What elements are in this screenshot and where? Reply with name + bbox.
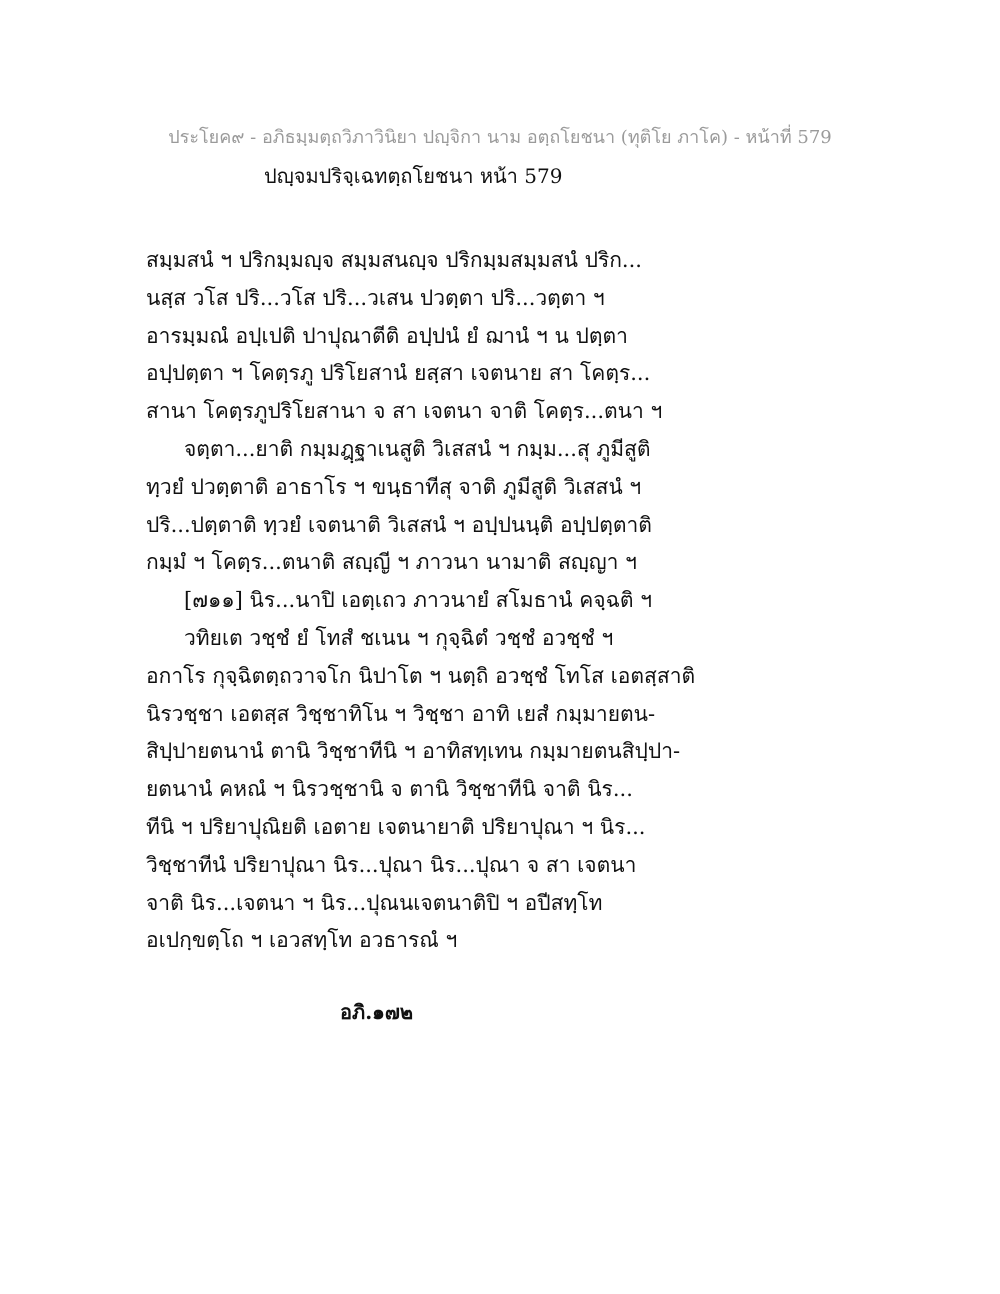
text-line: อเปกฺขตฺโถ ฯ เอวสทฺโท อวธารณํ ฯ	[146, 928, 458, 953]
text-line: สานา โคตฺรภูปริโยสานา จ สา เจตนา จาติ โคตฺร...ตนา ฯ	[146, 399, 663, 424]
text-line: นสฺส วโส ปริ...วโส ปริ...วเสน ปวตฺตา ปริ...วตฺตา ฯ	[146, 285, 605, 310]
text-line: อปฺปตฺตา ฯ โคตฺรภู ปริโยสานํ ยสฺสา เจตนาย สา โคตฺร...	[146, 361, 651, 386]
text-line: วทิยเต วชฺชํ ยํ โทสํ ชเนน ฯ กุจฺฉิตํ วชฺชํ อวชฺชํ ฯ	[184, 625, 614, 650]
text-line: อารมฺมณํ อปฺเปติ ปาปุณาตีติ อปฺปนํ ยํ ฌานํ ฯ น ปตฺตา	[146, 323, 628, 348]
text-line: สิปฺปายตนานํ ตานิ วิชฺชาทีนิ ฯ อาทิสทฺเทน กมฺมายตนสิปฺปา-	[146, 739, 681, 764]
text-line: จาติ นิร...เจตนา ฯ นิร...ปุณนเจตนาติปิ ฯ อปีสทฺโท	[146, 890, 603, 915]
text-line: กมฺมํ ฯ โคตฺร...ตนาติ สญฺญี ฯ ภาวนา นามาติ สญฺญา ฯ	[146, 550, 637, 575]
text-line: [๗๑๑] นิร...นาปิ เอตฺเถว ภาวนายํ สโมธานํ คจฺฉติ ฯ	[184, 588, 653, 613]
text-line: นิรวชฺชา เอตสฺส วิชฺชาทิโน ฯ วิชฺชา อาทิ เยสํ กมฺมายตน-	[146, 701, 656, 726]
text-line: วิชฺชาทีนํ ปริยาปุณา นิร...ปุณา นิร...ปุณา จ สา เจตนา	[146, 852, 637, 877]
text-line: ปริ...ปตฺตาติ ทฺวยํ เจตนาติ วิเสสนํ ฯ อปฺปนนฺติ อปฺปตฺตาติ	[146, 512, 652, 537]
text-line: ทีนิ ฯ ปริยาปุณิยติ เอตาย เจตนายาติ ปริยาปุณา ฯ นิร...	[146, 814, 646, 839]
text-line: อกาโร กุจฺฉิตตฺถวาจโก นิปาโต ฯ นตฺถิ อวชฺชํ โทโส เอตสฺสาติ	[146, 663, 696, 688]
footer-reference: อภิ.๑๗๒	[340, 1000, 414, 1024]
body-text	[146, 242, 846, 960]
text-line: ยตนานํ คหณํ ฯ นิรวชฺชานิ จ ตานิ วิชฺชาทีนิ จาติ นิร...	[146, 777, 633, 802]
text-line: สมฺมสนํ ฯ ปริกมฺมญฺจ สมฺมสนญฺจ ปริกมฺมสมฺมสนํ ปริก...	[146, 248, 642, 272]
running-header: ประโยค๙ - อภิธมฺมตฺถวิภาวินิยา ปญฺจิกา นาม อตฺถโยชนา (ทุติโย ภาโค) - หน้าที่ 579	[168, 127, 832, 148]
page-title: ปญฺจมปริจฺเฉทตฺถโยชนา หน้า 579	[264, 164, 563, 188]
text-line: จตฺตา...ยาติ กมฺมฎฺฐาเนสูติ วิเสสนํ ฯ กมฺม...สุ ภูมีสูติ	[184, 436, 651, 461]
text-line: ทฺวยํ ปวตฺตาติ อาธาโร ฯ ขนฺธาทีสุ จาติ ภูมีสูติ วิเสสนํ ฯ	[146, 474, 642, 499]
